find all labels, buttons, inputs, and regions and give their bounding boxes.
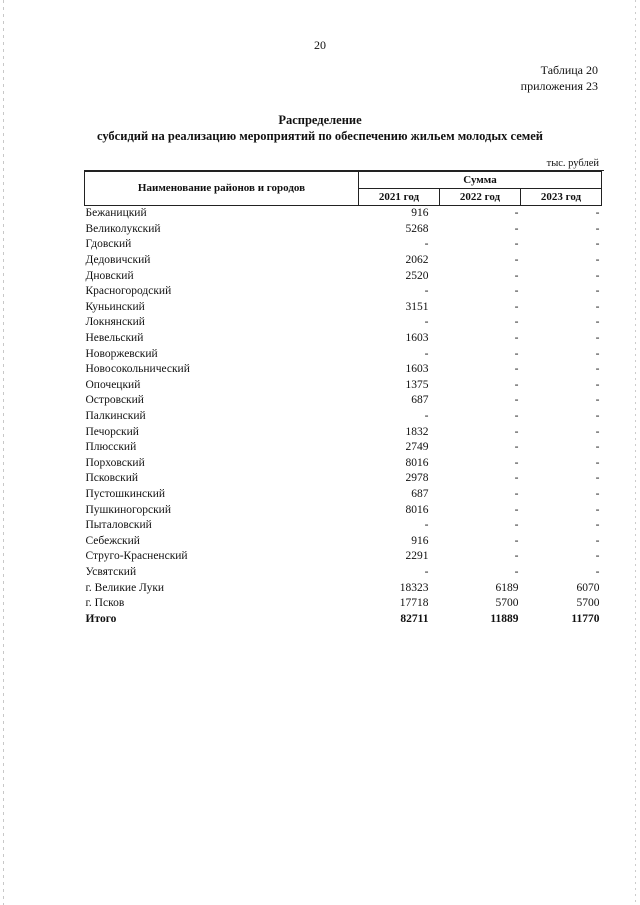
total-value-2021: 82711: [400, 612, 429, 625]
table-row: [85, 268, 602, 284]
document-title: [0, 112, 640, 144]
row-value-2022: -: [514, 394, 519, 407]
table-row: [85, 206, 602, 222]
row-name: Себежский: [85, 534, 140, 547]
row-value-2023: -: [595, 519, 600, 532]
table-row: [85, 378, 602, 394]
row-value-2022: -: [514, 269, 519, 282]
row-name: Струго-Красненский: [85, 550, 188, 563]
row-value-2023: 5700: [576, 597, 600, 610]
header-year-2022: 2022 год: [440, 189, 521, 206]
row-value-2021: -: [424, 519, 429, 532]
row-name: Куньинский: [85, 300, 145, 313]
header-sum: Сумма: [359, 172, 602, 189]
row-value-2023: -: [595, 550, 600, 563]
row-value-2021: -: [424, 316, 429, 329]
row-value-2023: -: [595, 316, 600, 329]
row-name: Красногородский: [85, 285, 172, 298]
row-name: Великолукский: [85, 222, 161, 235]
table-header: [85, 172, 602, 206]
table-row: [85, 565, 602, 581]
row-value-2023: -: [595, 254, 600, 267]
row-value-2023: -: [595, 410, 600, 423]
row-name: Печорский: [85, 425, 139, 438]
row-value-2021: 1603: [405, 332, 429, 345]
row-name: Плюсский: [85, 441, 137, 454]
row-value-2023: -: [595, 238, 600, 251]
row-value-2021: 687: [411, 487, 429, 500]
table-body: [85, 206, 602, 628]
row-value-2022: -: [514, 456, 519, 469]
row-value-2023: -: [595, 222, 600, 235]
row-value-2021: 916: [411, 534, 429, 547]
row-value-2021: 1603: [405, 363, 429, 376]
row-value-2023: -: [595, 472, 600, 485]
row-value-2021: 3151: [405, 300, 429, 313]
row-value-2023: -: [595, 285, 600, 298]
row-value-2021: 916: [411, 207, 429, 220]
table-row: [85, 518, 602, 534]
row-name: Новосокольнический: [85, 363, 190, 376]
title-line-1: Распределение: [278, 113, 362, 127]
row-name: Новоржевский: [85, 347, 158, 360]
table-reference: [521, 62, 598, 94]
row-value-2022: -: [514, 363, 519, 376]
row-value-2021: 8016: [405, 503, 429, 516]
row-value-2022: -: [514, 503, 519, 516]
row-value-2021: 2749: [405, 441, 429, 454]
table-reference-number: Таблица 20: [540, 63, 598, 77]
row-value-2023: -: [595, 503, 600, 516]
table-row: [85, 596, 602, 612]
table-row: [85, 502, 602, 518]
row-value-2022: -: [514, 347, 519, 360]
row-value-2022: -: [514, 487, 519, 500]
row-value-2023: -: [595, 269, 600, 282]
row-name: Дновский: [85, 269, 134, 282]
row-value-2021: -: [424, 565, 429, 578]
row-value-2021: 1375: [405, 378, 429, 391]
table-row: [85, 580, 602, 596]
row-value-2023: -: [595, 332, 600, 345]
row-name: Невельский: [85, 332, 144, 345]
row-value-2021: 17718: [399, 597, 429, 610]
row-value-2022: -: [514, 254, 519, 267]
row-value-2022: -: [514, 222, 519, 235]
row-value-2023: -: [595, 441, 600, 454]
table-row: [85, 424, 602, 440]
header-name: Наименование районов и городов: [85, 172, 359, 206]
row-value-2023: -: [595, 363, 600, 376]
row-name: Бежаницкий: [85, 207, 147, 220]
table-row: [85, 315, 602, 331]
row-value-2023: -: [595, 347, 600, 360]
row-name: г. Великие Луки: [85, 581, 165, 594]
table-row: [85, 440, 602, 456]
row-value-2022: -: [514, 378, 519, 391]
row-value-2023: -: [595, 565, 600, 578]
total-row: [85, 611, 602, 627]
row-value-2022: -: [514, 441, 519, 454]
table-row: [85, 362, 602, 378]
header-year-2021: 2021 год: [359, 189, 440, 206]
row-value-2021: 2978: [405, 472, 429, 485]
title-line-2: субсидий на реализацию мероприятий по обеспечению жильем молодых семей: [96, 129, 544, 143]
row-value-2022: -: [514, 316, 519, 329]
row-value-2022: -: [514, 332, 519, 345]
row-value-2021: 687: [411, 394, 429, 407]
row-name: Пустошкинский: [85, 487, 166, 500]
table-row: [85, 393, 602, 409]
row-value-2021: -: [424, 238, 429, 251]
row-value-2023: -: [595, 394, 600, 407]
row-value-2021: 2062: [405, 254, 429, 267]
table-row: [85, 222, 602, 238]
table-row: [85, 346, 602, 362]
subsidy-table: [84, 171, 602, 627]
row-value-2022: -: [514, 300, 519, 313]
row-value-2023: -: [595, 300, 600, 313]
total-label: Итого: [85, 612, 117, 625]
table-row: [85, 300, 602, 316]
row-name: Локнянский: [85, 316, 145, 329]
row-value-2021: -: [424, 285, 429, 298]
row-name: Палкинский: [85, 410, 146, 423]
row-value-2022: 5700: [495, 597, 519, 610]
row-value-2022: -: [514, 534, 519, 547]
row-value-2023: -: [595, 425, 600, 438]
row-name: Пыталовский: [85, 519, 152, 532]
row-name: Пушкиногорский: [85, 503, 171, 516]
row-value-2022: -: [514, 550, 519, 563]
total-value-2023: 11770: [571, 612, 600, 625]
row-value-2022: -: [514, 207, 519, 220]
row-value-2022: -: [514, 285, 519, 298]
row-value-2021: 2520: [405, 269, 429, 282]
row-value-2021: -: [424, 410, 429, 423]
table-reference-appendix: приложения 23: [520, 79, 598, 93]
row-name: Дедовичский: [85, 254, 151, 267]
row-value-2023: -: [595, 534, 600, 547]
row-value-2021: -: [424, 347, 429, 360]
table-row: [85, 487, 602, 503]
row-value-2021: 2291: [405, 550, 429, 563]
row-value-2023: -: [595, 378, 600, 391]
row-value-2023: 6070: [576, 581, 600, 594]
row-value-2022: -: [514, 425, 519, 438]
total-value-2022: 11889: [490, 612, 519, 625]
page-number: 20: [314, 38, 326, 52]
row-value-2022: 6189: [495, 581, 519, 594]
table-row: [85, 237, 602, 253]
row-value-2021: 1832: [405, 425, 429, 438]
row-value-2022: -: [514, 565, 519, 578]
table-row: [85, 331, 602, 347]
row-value-2022: -: [514, 519, 519, 532]
row-value-2021: 5268: [405, 222, 429, 235]
row-value-2022: -: [514, 410, 519, 423]
row-value-2023: -: [595, 456, 600, 469]
row-value-2022: -: [514, 238, 519, 251]
row-value-2021: 18323: [399, 581, 429, 594]
row-name: Псковский: [85, 472, 139, 485]
row-value-2023: -: [595, 487, 600, 500]
row-value-2022: -: [514, 472, 519, 485]
table-row: [85, 549, 602, 565]
row-name: г. Псков: [85, 597, 125, 610]
row-name: Островский: [85, 394, 144, 407]
table-row: [85, 284, 602, 300]
table-row: [85, 253, 602, 269]
row-name: Порховский: [85, 456, 145, 469]
header-year-2023: 2023 год: [521, 189, 602, 206]
row-value-2023: -: [595, 207, 600, 220]
table-row: [85, 456, 602, 472]
units-label: тыс. рублей: [546, 158, 599, 169]
row-name: Усвятский: [85, 565, 137, 578]
row-name: Гдовский: [85, 238, 132, 251]
table-row: [85, 471, 602, 487]
row-value-2021: 8016: [405, 456, 429, 469]
row-name: Опочецкий: [85, 378, 141, 391]
table-row: [85, 533, 602, 549]
table-row: [85, 409, 602, 425]
